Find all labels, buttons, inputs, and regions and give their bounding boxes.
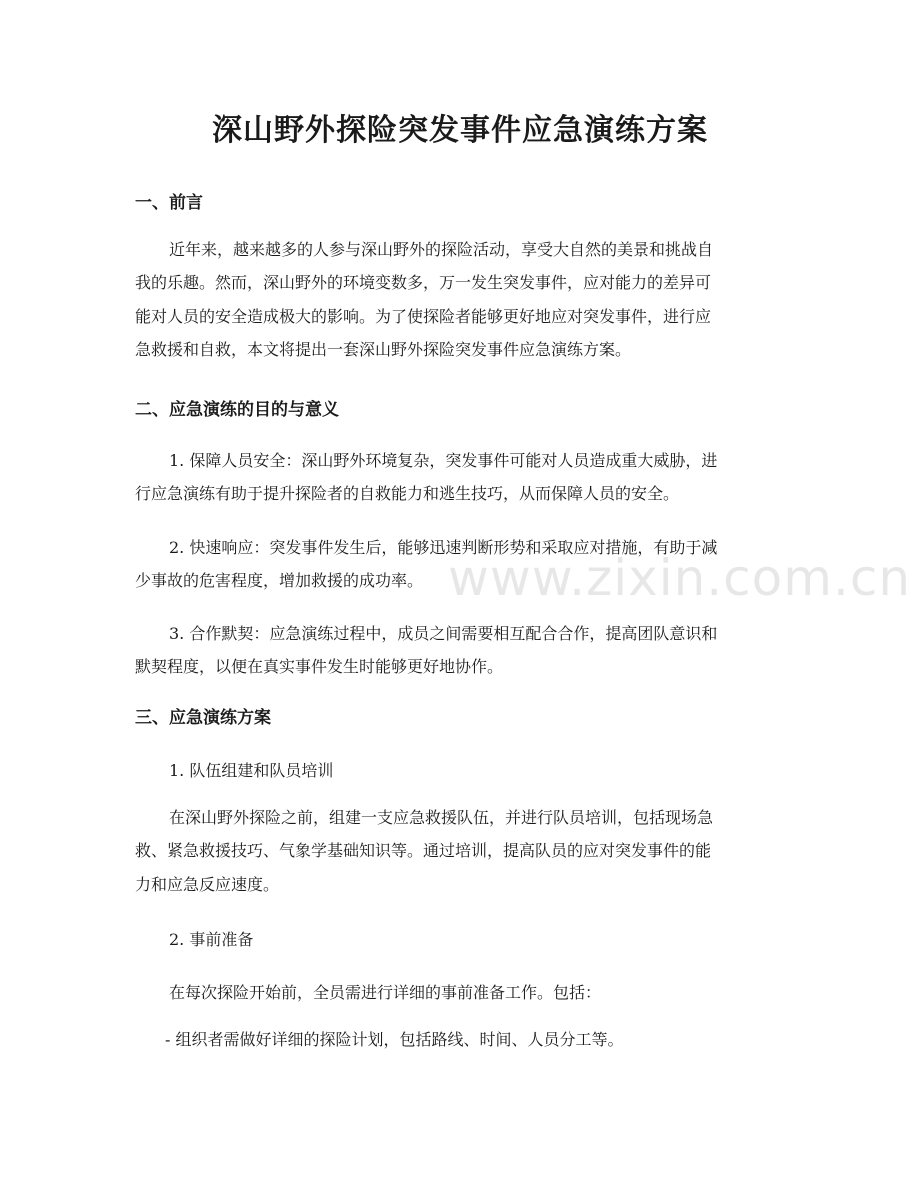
document-title: 深山野外探险突发事件应急演练方案 <box>212 113 708 148</box>
paragraph-line: 急救援和自救，本文将提出一套深山野外探险突发事件应急演练方案。 <box>135 340 632 360</box>
preface-paragraph <box>135 233 787 367</box>
paragraph-line: 救、紧急救援技巧、气象学基础知识等。通过培训，提高队员的应对突发事件的能 <box>135 841 712 861</box>
paragraph-line: 力和应急反应速度。 <box>135 874 280 894</box>
paragraph-line: 2. 快速响应：突发事件发生后，能够迅速判断形势和采取应对措施，有助于减 <box>169 538 718 557</box>
paragraph-line: 行应急演练有助于提升探险者的自救能力和逃生技巧，从而保障人员的安全。 <box>135 484 680 504</box>
section-heading-preface: 一、前言 <box>135 193 203 213</box>
team-training-paragraph <box>135 801 787 901</box>
paragraph-line: 1. 保障人员安全：深山野外环境复杂，突发事件可能对人员造成重大威胁，进 <box>169 451 718 470</box>
section-heading-purpose: 二、应急演练的目的与意义 <box>135 400 339 420</box>
watermark: www.zixin.com.cn <box>448 549 912 607</box>
section-heading-plan: 三、应急演练方案 <box>135 708 271 728</box>
paragraph-line: 能对人员的安全造成极大的影响。为了使探险者能够更好地应对突发事件，进行应 <box>135 306 712 326</box>
paragraph-line: 在深山野外探险之前，组建一支应急救援队伍，并进行队员培训，包括现场急 <box>169 808 714 827</box>
subsection-title-team: 1. 队伍组建和队员培训 <box>169 761 334 780</box>
paragraph-line: 3. 合作默契：应急演练过程中，成员之间需要相互配合合作，提高团队意识和 <box>169 624 718 643</box>
preparation-bullet: - 组织者需做好详细的探险计划，包括路线、时间、人员分工等。 <box>165 1030 624 1049</box>
subsection-title-preparation: 2. 事前准备 <box>169 930 254 949</box>
paragraph-line: 默契程度，以便在真实事件发生时能够更好地协作。 <box>135 657 504 677</box>
preparation-intro: 在每次探险开始前，全员需进行详细的事前准备工作。包括： <box>169 983 602 1002</box>
purpose-item-3 <box>135 617 787 684</box>
paragraph-line: 我的乐趣。然而，深山野外的环境变数多，万一发生突发事件，应对能力的差异可 <box>135 273 712 293</box>
paragraph-line: 近年来，越来越多的人参与深山野外的探险活动，享受大自然的美景和挑战自 <box>169 240 714 259</box>
paragraph-line: 少事故的危害程度，增加救援的成功率。 <box>135 571 424 591</box>
purpose-item-1 <box>135 444 787 511</box>
